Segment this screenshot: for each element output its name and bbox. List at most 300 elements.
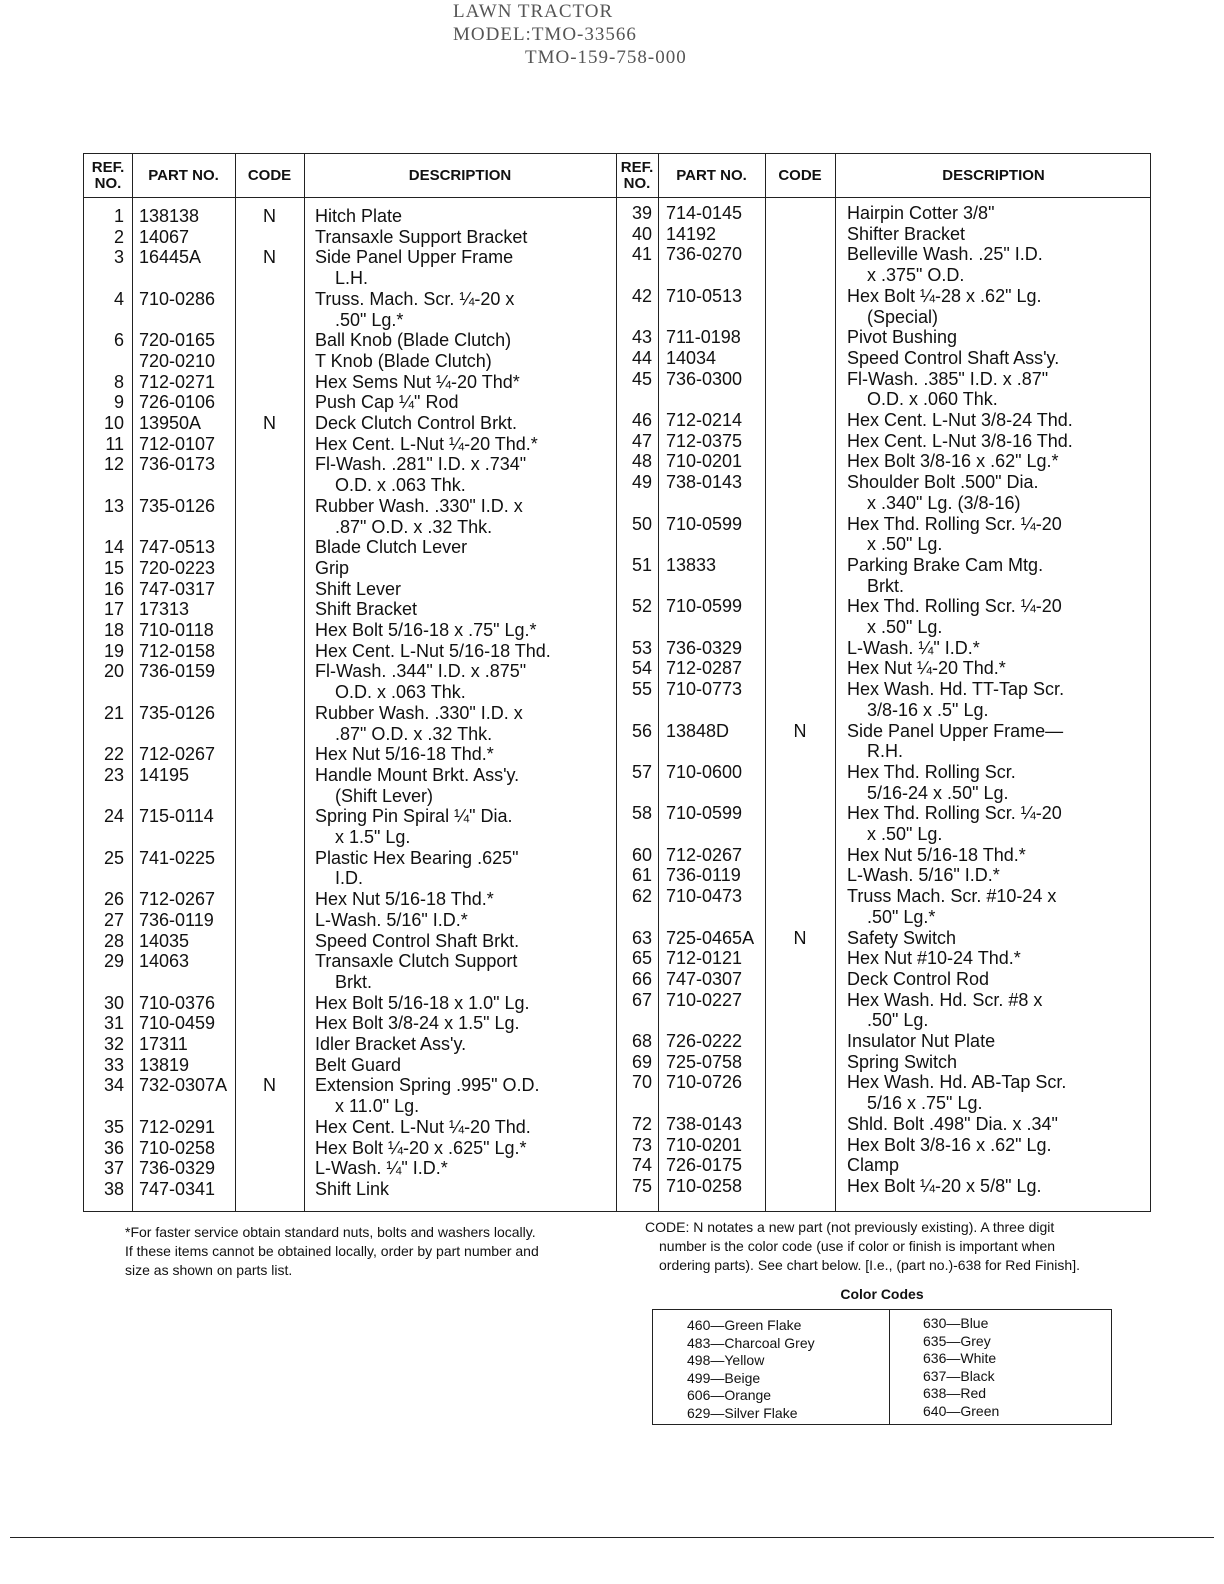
description-line: Hex Nut #10-24 Thd.* (847, 948, 1021, 969)
ref-no-cell: 68 (631, 1031, 652, 1051)
code-cell: N (793, 927, 807, 948)
part-no-cell: 14035 (139, 930, 190, 951)
description-line: Spring Pin Spiral ¼" Dia. (315, 806, 513, 827)
color-code-item: 606—Orange (687, 1387, 772, 1403)
description-cell (847, 203, 994, 224)
ref-no-cell: 34 (103, 1075, 124, 1096)
part-no-cell: 710-0201 (666, 451, 743, 472)
description-cell (847, 1155, 899, 1176)
description-cell (847, 431, 1073, 452)
color-code-item: 460—Green Flake (687, 1317, 802, 1333)
part-no-cell: 710-0513 (666, 285, 743, 306)
description-cell (315, 579, 401, 600)
description-cell (315, 744, 494, 765)
footnote-line: If these items cannot be obtained locally, order by part number and (125, 1243, 539, 1259)
description-cell (847, 348, 1059, 369)
col-divider (835, 154, 836, 1211)
part-no-cell: 712-0287 (666, 658, 743, 679)
header-part-number: TMO-159-758-000 (525, 47, 687, 68)
part-no-cell: 712-0107 (139, 433, 216, 454)
color-code-item: 498—Yellow (687, 1352, 765, 1368)
description-line: Hex Thd. Rolling Scr. ¼-20 (847, 513, 1062, 534)
description-line: Fl-Wash. .344" I.D. x .875" (315, 661, 527, 682)
description-line: Spring Switch (847, 1051, 958, 1072)
part-no-cell: 736-0119 (666, 865, 741, 886)
description-cell (315, 206, 402, 227)
ref-no-cell: 12 (103, 454, 124, 475)
description-line: Fl-Wash. .385" I.D. x .87" (847, 368, 1049, 389)
description-cell (315, 993, 530, 1014)
description-cell (315, 599, 417, 620)
header-code: CODE (247, 166, 292, 184)
ref-no-cell: 48 (631, 451, 652, 472)
ref-no-cell: 8 (113, 371, 124, 392)
color-codes-divider (889, 1310, 890, 1424)
description-cell (315, 392, 458, 413)
description-cell (847, 451, 1059, 472)
description-cell (847, 928, 956, 949)
ref-no-cell: 67 (631, 989, 652, 1010)
ref-no-cell: 30 (103, 992, 124, 1013)
description-cell (315, 661, 526, 702)
part-no-cell: 710-0473 (666, 886, 743, 907)
description-line: Ball Knob (Blade Clutch) (315, 330, 512, 351)
ref-no-cell: 40 (631, 223, 652, 244)
document-header (453, 0, 687, 69)
description-line: .50" Lg.* (335, 309, 404, 330)
description-cell (315, 1158, 448, 1179)
part-no-cell: 14192 (666, 223, 717, 244)
part-no-cell: 747-0307 (666, 968, 743, 989)
ref-no-cell: 51 (631, 554, 652, 575)
ref-no-cell: 66 (631, 968, 652, 989)
description-cell (847, 679, 1064, 720)
description-line: Grip (315, 557, 350, 578)
parts-table (83, 153, 1151, 1212)
part-no-cell: 738-0143 (666, 1113, 743, 1134)
part-no-cell: 712-0214 (666, 410, 743, 430)
description-line: L-Wash. 5/16" I.D.* (315, 909, 468, 930)
description-line: (Special) (867, 306, 939, 327)
description-cell (847, 1114, 1058, 1135)
part-no-cell: 14195 (139, 764, 190, 785)
description-line: Pivot Bushing (847, 327, 958, 348)
part-no-cell: 710-0258 (139, 1137, 216, 1158)
ref-no-cell: 13 (103, 495, 124, 516)
description-cell (315, 620, 537, 641)
footnote (125, 1223, 605, 1280)
ref-no-cell: 25 (103, 847, 124, 868)
ref-no-cell: 21 (103, 702, 124, 723)
description-line: Side Panel Upper Frame (315, 247, 514, 268)
description-line: .50" Lg. (867, 1010, 929, 1031)
ref-no-cell: 23 (103, 764, 124, 785)
description-cell (315, 703, 523, 744)
code-note-line: ordering parts). See chart below. [I.e., (part no.)-638 for Red Finish]. (659, 1257, 1080, 1273)
part-no-cell: 732-0307A (139, 1075, 228, 1096)
description-cell (847, 990, 1042, 1031)
description-line: Hex Bolt 5/16-18 x 1.0" Lg. (315, 992, 530, 1013)
part-no-cell: 13833 (666, 554, 717, 575)
ref-no-cell: 10 (103, 413, 124, 433)
part-no-cell: 747-0513 (139, 537, 216, 558)
description-line: Hex Nut 5/16-18 Thd.* (315, 889, 494, 910)
description-line: Rubber Wash. .330" I.D. x (315, 702, 523, 723)
description-line: Brkt. (867, 575, 905, 596)
description-line: Belleville Wash. .25" I.D. (847, 244, 1043, 265)
description-line: (Shift Lever) (335, 785, 434, 806)
part-no-cell: 712-0267 (666, 844, 743, 865)
col-divider (235, 154, 236, 1211)
ref-no-cell: 24 (103, 806, 124, 827)
part-no-cell: 725-0758 (666, 1051, 743, 1072)
description-cell (315, 558, 349, 579)
description-line: Hex Cent. L-Nut 3/8-24 Thd. (847, 410, 1073, 430)
color-code-item: 629—Silver Flake (687, 1404, 798, 1421)
description-line: Hex Nut 5/16-18 Thd.* (315, 744, 494, 765)
description-line: Shift Link (315, 1178, 390, 1199)
ref-no-cell: 65 (631, 948, 652, 969)
code-cell: N (263, 1075, 276, 1096)
part-no-cell: 712-0267 (139, 744, 216, 765)
color-codes-right (923, 1315, 999, 1420)
description-line: Idler Bracket Ass'y. (315, 1034, 467, 1054)
description-line: Brkt. (335, 971, 373, 992)
part-no-cell: 16445A (139, 247, 202, 268)
header-model: MODEL:TMO-33566 (453, 24, 637, 45)
description-cell (847, 1072, 1066, 1113)
description-cell (315, 641, 551, 662)
part-no-cell: 138138 (139, 206, 200, 226)
ref-no-cell: 53 (631, 637, 652, 658)
ref-no-cell: 42 (631, 285, 652, 306)
ref-no-cell: 41 (631, 244, 652, 265)
description-line: Parking Brake Cam Mtg. (847, 554, 1044, 575)
description-line: Blade Clutch Lever (315, 537, 468, 558)
part-no-cell: 712-0158 (139, 640, 216, 661)
code-note-line: CODE: N notates a new part (not previously existing). A three digit (645, 1219, 1055, 1235)
description-cell (315, 765, 519, 806)
description-line: O.D. x .060 Thk. (867, 389, 998, 410)
ref-no-cell: 45 (631, 368, 652, 389)
ref-no-cell: 60 (631, 844, 652, 865)
ref-no-cell: 74 (631, 1155, 652, 1176)
color-code-item: 630—Blue (923, 1315, 989, 1331)
ref-no-cell: 27 (103, 909, 124, 930)
description-cell (315, 454, 526, 495)
description-cell (315, 537, 467, 558)
description-cell (315, 413, 517, 434)
description-line: Handle Mount Brkt. Ass'y. (315, 764, 520, 785)
description-line: L-Wash. ¼" I.D.* (847, 637, 980, 658)
description-cell (315, 434, 538, 455)
part-no-cell: 710-0227 (666, 989, 743, 1010)
color-code-item: 636—White (923, 1350, 997, 1366)
ref-no-cell: 69 (631, 1051, 652, 1072)
part-no-cell: 710-0459 (139, 1013, 216, 1034)
description-line: Hex Thd. Rolling Scr. (847, 761, 1016, 782)
description-cell (315, 1117, 531, 1138)
description-line: Hex Nut 5/16-18 Thd.* (847, 844, 1026, 865)
part-no-cell: 720-0210 (139, 350, 216, 371)
description-cell (315, 1179, 389, 1200)
ref-no-cell: 14 (103, 537, 124, 558)
ref-no-cell: 16 (103, 578, 124, 599)
ref-no-cell: 39 (631, 203, 652, 223)
part-no-cell: 711-0198 (666, 327, 741, 348)
description-cell (315, 951, 517, 992)
description-cell (847, 224, 965, 245)
part-no-cell: 726-0222 (666, 1031, 743, 1051)
description-line: Hex Bolt 3/8-24 x 1.5" Lg. (315, 1013, 520, 1034)
color-code-item: 638—Red (923, 1385, 987, 1401)
description-line: 5/16 x .75" Lg. (867, 1093, 983, 1114)
description-line: Shift Bracket (315, 599, 418, 620)
description-cell (315, 227, 527, 248)
part-no-cell: 715-0114 (139, 806, 214, 827)
part-no-cell: 736-0300 (666, 368, 743, 389)
description-line: O.D. x .063 Thk. (335, 475, 466, 496)
footnote-line: size as shown on parts list. (125, 1262, 293, 1278)
page-bottom-rule (10, 1537, 1214, 1538)
description-line: Shift Lever (315, 578, 402, 599)
description-line: Hex Thd. Rolling Scr. ¼-20 (847, 803, 1062, 824)
header-description: DESCRIPTION (942, 166, 1045, 184)
code-cell: N (793, 720, 807, 741)
description-line: Hex Cent. L-Nut ¼-20 Thd. (315, 1116, 531, 1137)
ref-no-cell: 35 (103, 1116, 124, 1137)
ref-no-cell: 9 (113, 392, 124, 413)
description-line: Safety Switch (847, 927, 957, 948)
description-line: Insulator Nut Plate (847, 1031, 996, 1051)
ref-no-cell: 43 (631, 327, 652, 348)
description-cell (847, 369, 1048, 410)
part-no-cell: 712-0121 (666, 948, 743, 969)
ref-no-cell: 31 (103, 1013, 124, 1034)
description-cell (847, 327, 957, 348)
part-no-cell: 747-0317 (139, 578, 216, 599)
part-no-cell: 14067 (139, 226, 190, 247)
description-line: .50" Lg.* (867, 906, 936, 927)
description-cell (315, 910, 468, 931)
description-cell (315, 931, 519, 952)
ref-no-cell: 15 (103, 557, 124, 578)
description-cell (315, 848, 519, 889)
part-no-cell: 736-0159 (139, 661, 216, 682)
ref-no-cell: 22 (103, 744, 124, 765)
description-cell (315, 496, 523, 537)
description-line: Hairpin Cotter 3/8" (847, 203, 995, 223)
description-cell (847, 472, 1039, 513)
part-no-cell: 17313 (139, 599, 190, 620)
ref-no-cell: 2 (113, 226, 124, 247)
part-no-cell: 736-0329 (139, 1158, 216, 1179)
part-no-cell: 714-0145 (666, 203, 743, 223)
description-line: 5/16-24 x .50" Lg. (867, 782, 1009, 803)
description-line: Hex Wash. Hd. AB-Tap Scr. (847, 1072, 1067, 1093)
description-line: Hex Bolt 3/8-16 x .62" Lg.* (847, 451, 1059, 472)
color-code-item: 483—Charcoal Grey (687, 1334, 815, 1351)
ref-no-cell: 20 (103, 661, 124, 682)
header-description: DESCRIPTION (408, 166, 512, 184)
part-no-cell: 13950A (139, 413, 202, 433)
description-line: Hex Cent. L-Nut 3/8-16 Thd. (847, 430, 1073, 451)
part-no-cell: 736-0270 (666, 244, 743, 265)
ref-no-cell: 32 (103, 1034, 124, 1054)
part-no-cell: 710-0773 (666, 679, 743, 700)
part-no-cell: 710-0286 (139, 288, 216, 309)
description-cell (315, 889, 494, 910)
description-cell (315, 1013, 520, 1034)
description-line: Fl-Wash. .281" I.D. x .734" (315, 454, 527, 475)
part-no-cell: 710-0118 (139, 620, 214, 640)
color-codes-left (687, 1317, 815, 1422)
description-cell (847, 244, 1043, 285)
part-no-cell: 712-0375 (666, 430, 743, 451)
ref-no-cell: 4 (113, 288, 124, 309)
code-cell: N (263, 247, 276, 268)
description-cell (315, 330, 511, 351)
description-cell (847, 721, 1063, 762)
ref-no-cell: 73 (631, 1134, 652, 1155)
part-no-cell: 710-0599 (666, 803, 743, 824)
ref-no-cell: 26 (103, 889, 124, 910)
ref-no-cell: 54 (631, 658, 652, 679)
description-line: Shoulder Bolt .500" Dia. (847, 472, 1039, 493)
part-no-cell: 710-0726 (666, 1072, 743, 1093)
description-cell (847, 555, 1043, 596)
ref-no-cell: 56 (631, 720, 652, 741)
description-line: Hex Nut ¼-20 Thd.* (847, 658, 1006, 679)
description-line: 3/8-16 x .5" Lg. (867, 699, 989, 720)
col-divider (132, 154, 133, 1211)
description-line: Push Cap ¼" Rod (315, 392, 459, 413)
description-cell (315, 372, 520, 393)
ref-no-cell: 38 (103, 1178, 124, 1199)
description-cell (847, 286, 1042, 327)
description-line: Hex Wash. Hd. Scr. #8 x (847, 989, 1043, 1010)
ref-no-cell: 72 (631, 1113, 652, 1134)
description-line: Deck Clutch Control Brkt. (315, 413, 518, 433)
description-line: x 1.5" Lg. (335, 827, 411, 847)
description-cell (847, 969, 989, 990)
description-line: Hex Bolt ¼-28 x .62" Lg. (847, 285, 1042, 306)
description-line: I.D. (335, 868, 364, 889)
footnote-line: *For faster service obtain standard nuts, bolts and washers locally. (125, 1224, 536, 1240)
description-cell (847, 596, 1062, 637)
description-line: Truss. Mach. Scr. ¼-20 x (315, 288, 515, 309)
ref-no-cell: 63 (631, 927, 652, 948)
ref-no-cell: 33 (103, 1054, 124, 1075)
code-cell: N (263, 413, 276, 433)
ref-no-cell: 1 (113, 206, 124, 226)
part-no-cell: 736-0119 (139, 909, 214, 930)
ref-no-cell: 58 (631, 803, 652, 824)
color-code-item: 640—Green (923, 1402, 1000, 1419)
code-note-line: number is the color code (use if color or finish is important when (659, 1238, 1056, 1254)
ref-no-cell: 37 (103, 1158, 124, 1179)
description-cell (315, 1034, 466, 1055)
description-cell (847, 948, 1021, 969)
ref-no-cell: 36 (103, 1137, 124, 1158)
description-line: Rubber Wash. .330" I.D. x (315, 495, 523, 516)
description-line: x 11.0" Lg. (335, 1096, 420, 1117)
part-no-cell: 741-0225 (139, 847, 216, 868)
description-cell (847, 886, 1056, 927)
part-no-cell: 710-0376 (139, 992, 216, 1013)
part-no-cell: 710-0201 (666, 1134, 743, 1155)
ref-no-cell: 28 (103, 930, 124, 951)
col-divider (304, 154, 305, 1211)
ref-no-cell: 70 (631, 1072, 652, 1093)
description-line: Speed Control Shaft Brkt. (315, 930, 520, 951)
ref-no-cell: 44 (631, 347, 652, 368)
description-cell (847, 514, 1062, 555)
description-line: x .340" Lg. (3/8-16) (867, 492, 1021, 513)
description-line: Clamp (847, 1155, 900, 1176)
ref-no-cell: 61 (631, 865, 652, 886)
description-line: Hex Sems Nut ¼-20 Thd* (315, 371, 520, 392)
ref-no-cell: 19 (103, 640, 124, 661)
part-no-cell: 710-0599 (666, 513, 743, 534)
header-part-no: PART NO. (676, 166, 747, 184)
description-cell (847, 762, 1016, 803)
part-no-cell: 17311 (139, 1034, 188, 1054)
ref-no-cell: 57 (631, 761, 652, 782)
description-line: Shifter Bracket (847, 223, 966, 244)
description-line: Transaxle Support Bracket (315, 226, 528, 247)
ref-no-cell: 62 (631, 886, 652, 907)
part-no-cell: 747-0341 (139, 1178, 216, 1199)
description-cell (847, 803, 1062, 844)
description-cell (315, 351, 492, 372)
description-cell (847, 1176, 1042, 1197)
part-no-cell: 736-0173 (139, 454, 216, 475)
col-divider (765, 154, 766, 1211)
part-no-cell: 720-0165 (139, 330, 216, 351)
ref-no-cell: 11 (105, 433, 124, 454)
description-cell (847, 410, 1073, 431)
ref-no-cell: 50 (631, 513, 652, 534)
description-line: .87" O.D. x .32 Thk. (335, 723, 493, 744)
col-divider (658, 154, 659, 1211)
description-line: Hex Cent. L-Nut ¼-20 Thd.* (315, 433, 538, 454)
description-cell (315, 1075, 540, 1116)
description-line: x .50" Lg. (867, 617, 943, 637)
ref-no-cell: 3 (113, 247, 124, 268)
part-no-cell: 736-0329 (666, 637, 743, 658)
description-line: L-Wash. ¼" I.D.* (315, 1158, 448, 1179)
ref-no-cell: 18 (103, 620, 124, 640)
description-line: Extension Spring .995" O.D. (315, 1075, 540, 1096)
ref-no-cell: 29 (103, 951, 124, 972)
ref-no-cell: 55 (631, 679, 652, 700)
ref-no-cell: 47 (631, 430, 652, 451)
description-line: R.H. (867, 741, 903, 762)
part-no-cell: 735-0126 (139, 495, 216, 516)
part-no-cell: 726-0175 (666, 1155, 743, 1176)
header-part-no: PART NO. (148, 166, 219, 184)
description-cell (847, 1052, 957, 1073)
part-no-cell: 712-0267 (139, 889, 216, 910)
header-divider (84, 197, 1150, 198)
header-ref-no: REF. NO. (91, 158, 125, 192)
ref-no-cell: 49 (631, 472, 652, 493)
part-no-cell: 725-0465A (666, 927, 755, 948)
part-no-cell: 13848D (666, 720, 730, 741)
description-cell (847, 658, 1006, 679)
description-cell (315, 247, 513, 288)
